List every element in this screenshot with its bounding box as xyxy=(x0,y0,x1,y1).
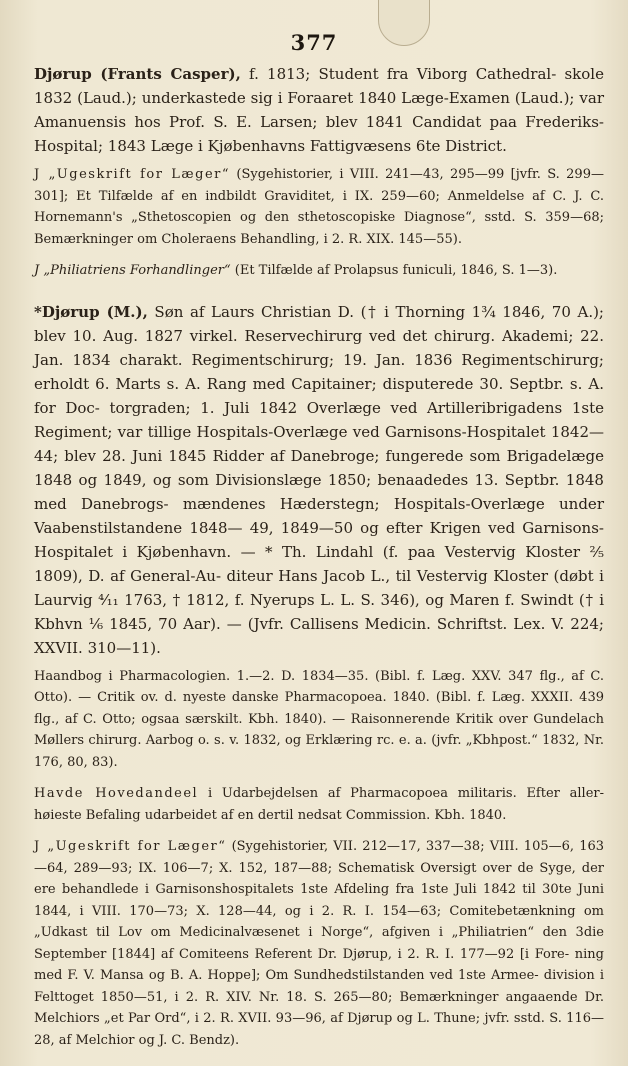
page-number: 377 xyxy=(290,30,338,55)
reference-line: (Sygehistorier, i VIII. 241—43, 295—99 [jvfr. S. xyxy=(236,167,560,182)
entry-heading: Djørup (Frants Casper), xyxy=(34,65,241,83)
reference-line: 299—301]; Et Tilfælde af en indbildt Graviditet, i IX. 259—60; Anmeldelse af xyxy=(34,167,604,204)
reference-line: 163—64, 289—93; IX. 106—7; X. 152, 187—88; Schematisk Oversigt over de Syge, xyxy=(34,839,605,876)
entry-text-line: torgraden; 1. Juli 1842 Overlæge ved Artilleribrigadens 1ste Regiment; var xyxy=(34,398,604,441)
reference-line: 1844, i VIII. 170—73; X. 128—44, og i 2. R. I. 154—63; Comitebetænkning om xyxy=(34,903,604,919)
reference-line: i Udarbejdelsen af Pharmacopoea militaris. Efter aller- xyxy=(207,786,604,801)
reference-label: J „Philiatriens Forhandlinger“ xyxy=(34,263,231,278)
entry-text-line: 1834 charakt. Regimentschirurg; 19. Jan. 1836 Regimentschirurg; erholdt 6. xyxy=(34,350,604,393)
entry-text-line: A.); blev 10. Aug. 1827 virkel. Reservechirurg ved det chirurg. Akademi; 22. Jan. xyxy=(34,302,604,369)
reference-line: C. J. C. Hornemann's „Sthetoscopien og den sthetoscopiske Diagnose“, sstd. S. xyxy=(34,188,604,225)
reference-line: angaaende Dr. Melchiors „et Par Ord“, i 2. R. XVII. 93—96, af Djørup og L. xyxy=(34,989,604,1026)
reference-haandbog xyxy=(34,666,604,774)
reference-line: Pharmacologien. 1.—2. D. 1834—35. (Bibl. f. Læg. XXV. 347 flg., xyxy=(119,668,565,684)
reference-label: Haandbog i xyxy=(34,668,113,684)
reference-line: 1832, Nr. 176, 80, 83). xyxy=(34,733,604,770)
entry-text-line: og som Divisionslæge 1850; benaadedes 13. Septbr. 1848 med Danebrogs- xyxy=(34,470,604,513)
entry-djorup-m xyxy=(34,300,604,660)
reference-label: Havde Hovedandeel xyxy=(34,786,199,801)
reference-ugeskrift-2 xyxy=(34,836,604,1051)
reference-line: 439 flg., af C. Otto; ogsaa særskilt. Kbh. 1840). — Raisonnerende Kritik over xyxy=(34,690,604,727)
entry-djorup-frants-casper xyxy=(34,62,604,158)
entry-text-line: Marts s. A. Rang med Capitainer; disputerede 30. Septbr. s. A. for Doc- xyxy=(34,374,604,417)
entry-text-line: Søn af Laurs Christian D. († i Thorning 1¾ 1846, 70 xyxy=(154,302,571,321)
reference-line: af C. Otto). — Critik ov. d. nyeste danske Pharmacopoea. 1840. (Bibl. f. Læg. XXXII. xyxy=(34,668,604,705)
entry-text-line: mændenes Hæderstegn; Hospitals-Overlæge under Vaabenstilstandene 1848— xyxy=(34,494,604,537)
entry-text-line: skole 1832 (Laud.); underkastede sig i Foraaret 1840 Læge-Examen (Laud.); xyxy=(34,65,604,107)
reference-line: 359—68; Bemærkninger om Choleraens Behandling, i 2. R. XIX. 145—55). xyxy=(34,210,604,247)
reference-line: ning med F. V. Mansa og B. A. Hoppe]; Om Sundhedstilstanden ved 1ste Armee- xyxy=(34,946,604,983)
reference-pharmacopoea xyxy=(34,783,604,826)
reference-label: J „Ugeskrift for Læger“ xyxy=(34,167,231,182)
entry-text-line: 49, 1849—50 og efter Krigen ved Garnisons-Hospitalet i Kjøbenhavn. — xyxy=(34,518,604,561)
entry-text-line: Hospital; 1843 Læge i Kjøbenhavns Fattigvæsens 6te District. xyxy=(34,137,507,155)
entry-text-line: 1845, 70 Aar). — (Jvfr. Callisens Medicin. Schriftst. Lex. V. 224; xyxy=(109,614,604,633)
entry-text-line: tillige Hospitals-Overlæge ved Garnisons-Hospitalet 1842—44; blev 28. xyxy=(34,422,604,465)
reference-philiatriens xyxy=(34,260,604,282)
entry-text-line: f. 1813; Student fra Viborg Cathedral- xyxy=(249,65,557,83)
reference-line: S. 1—3). xyxy=(501,263,558,278)
entry-text-line: * Th. Lindahl (f. paa Vestervig Kloster ⅖ 1809), D. af General-Au- xyxy=(34,542,604,585)
reference-line: Thune; jvfr. sstd. S. 116—28, af Melchior og J. C. Bendz). xyxy=(34,1011,604,1048)
reference-line: September [1844] af Comiteens Referent Dr. Djørup, i 2. R. I. 177—92 [i Fore- xyxy=(34,946,570,962)
reference-line: (Et Tilfælde af Prolapsus funiculi, 1846, xyxy=(234,263,498,278)
entry-text-line: XXVII. 310—11). xyxy=(34,638,161,657)
reference-ugeskrift xyxy=(34,164,604,250)
entry-text-line: diteur Hans Jacob L., til Vestervig Kloster (døbt i Laurvig ⁴⁄₁₁ 1763, xyxy=(34,566,604,609)
reference-line: høieste Befaling udarbeidet af en dertil nedsat Commission. Kbh. 1840. xyxy=(34,807,507,823)
reference-line: (Sygehistorier, VII. 212—17, 337—38; VIII. 105—6, xyxy=(231,839,575,854)
reference-line: der ere behandlede i Garnisonshospitalets 1ste Afdeling fra 1ste Juli 1842 til 30te Juni xyxy=(34,860,604,897)
entry-text-line: † 1812, f. Nyerups L. L. S. 346), og Maren f. Swindt († i Kbhvn ¹⁄₆ xyxy=(34,590,604,633)
entry-heading: *Djørup (M.), xyxy=(34,302,148,321)
page-body xyxy=(34,62,604,1051)
reference-line: „Udkast til Lov om Medicinalvæsenet i Norge“, afgiven i „Philiatrien“ den 3die xyxy=(34,925,604,940)
reference-line: division i Felttoget 1850—51, i 2. R. XIV. Nr. 18. S. 265—80; Bemærkninger xyxy=(34,968,604,1005)
reference-label: J „Ugeskrift for Læger“ xyxy=(34,839,227,854)
entry-text-line: Juni 1845 Ridder af Danebroge; fungerede som Brigadelæge 1848 og 1849, xyxy=(34,446,604,489)
reference-line: Gundelach Møllers chirurg. Aarbog o. s. v. 1832, og Erklæring rc. e. a. (jvfr. „Kbhpost.“ xyxy=(34,711,604,748)
entry-text-line: var Amanuensis hos Prof. S. E. Larsen; blev 1841 Candidat paa Frederiks- xyxy=(34,89,604,131)
